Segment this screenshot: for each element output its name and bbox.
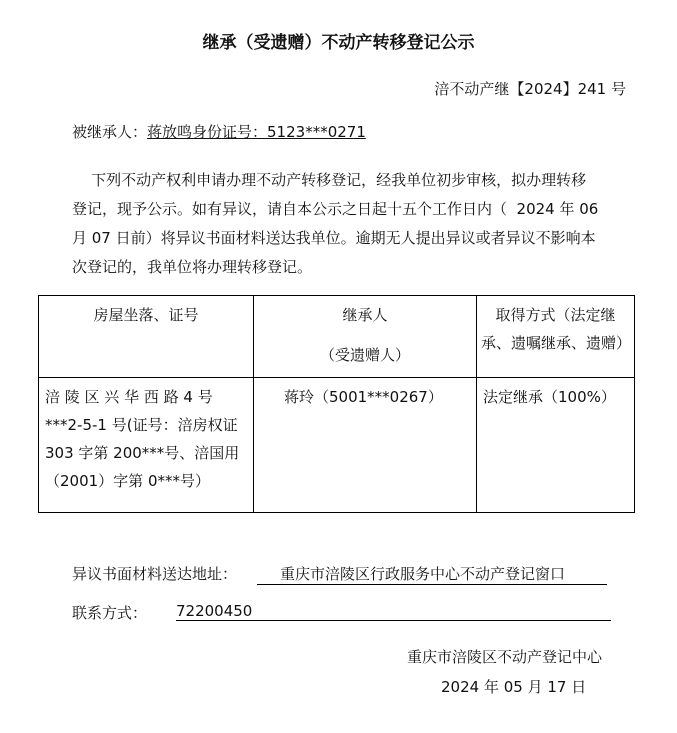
contact-value: 72200450	[176, 602, 611, 621]
location-line: ***2-5-1 号(证号：涪房权证	[45, 416, 238, 434]
header-method-text: 取得方式（法定继	[495, 306, 616, 324]
notice-line: 次登记的，我单位将办理转移登记。	[72, 258, 313, 276]
header-location	[39, 296, 254, 378]
deceased-value: 蒋放鸣身份证号：5123***0271	[147, 123, 366, 141]
table-row	[39, 378, 635, 513]
notice-line: 登记，现予公示。如有异议，请自本公示之日起十五个工作日内（ 2024 年 06	[72, 200, 599, 218]
header-heir-subtext: （受遗赠人）	[319, 346, 410, 364]
contact-label: 联系方式：	[72, 604, 148, 622]
property-table	[38, 295, 635, 513]
header-method	[477, 296, 635, 378]
header-method-subtext: 承、遗嘱继承、遗赠）	[481, 334, 632, 352]
document-number: 涪不动产继【2024】241 号	[434, 80, 626, 98]
location-line: 303 字第 200***号、涪国用	[45, 444, 240, 462]
header-heir	[254, 296, 477, 378]
cell-heir	[254, 378, 477, 513]
notice-line: 月 07 日前）将异议书面材料送达我单位。逾期无人提出异议或者异议不影响本	[72, 229, 596, 247]
location-line: 涪 陵 区 兴 华 西 路 4 号	[45, 388, 213, 406]
heir-value: 蒋玲（5001***0267）	[284, 388, 443, 406]
cell-location	[39, 378, 254, 513]
objection-address-value: 重庆市涪陵区行政服务中心不动产登记窗口	[257, 563, 607, 585]
method-value: 法定继承（100%）	[483, 388, 616, 406]
issuer: 重庆市涪陵区不动产登记中心	[407, 648, 603, 666]
cell-method	[477, 378, 635, 513]
deceased-label: 被继承人：	[72, 123, 148, 141]
issue-date: 2024 年 05 月 17 日	[441, 678, 587, 696]
deceased-info	[72, 121, 366, 142]
notice-paragraph	[72, 166, 632, 282]
header-location-text: 房屋坐落、证号	[93, 306, 199, 324]
objection-address-label: 异议书面材料送达地址：	[72, 565, 238, 583]
table-header-row	[39, 296, 635, 378]
notice-line: 下列不动产权利申请办理不动产转移登记，经我单位初步审核，拟办理转移	[72, 171, 587, 189]
header-heir-text: 继承人	[342, 306, 388, 324]
page-title: 继承（受遗赠）不动产转移登记公示	[202, 33, 475, 53]
location-line: （2001）字第 0***号）	[45, 472, 210, 490]
